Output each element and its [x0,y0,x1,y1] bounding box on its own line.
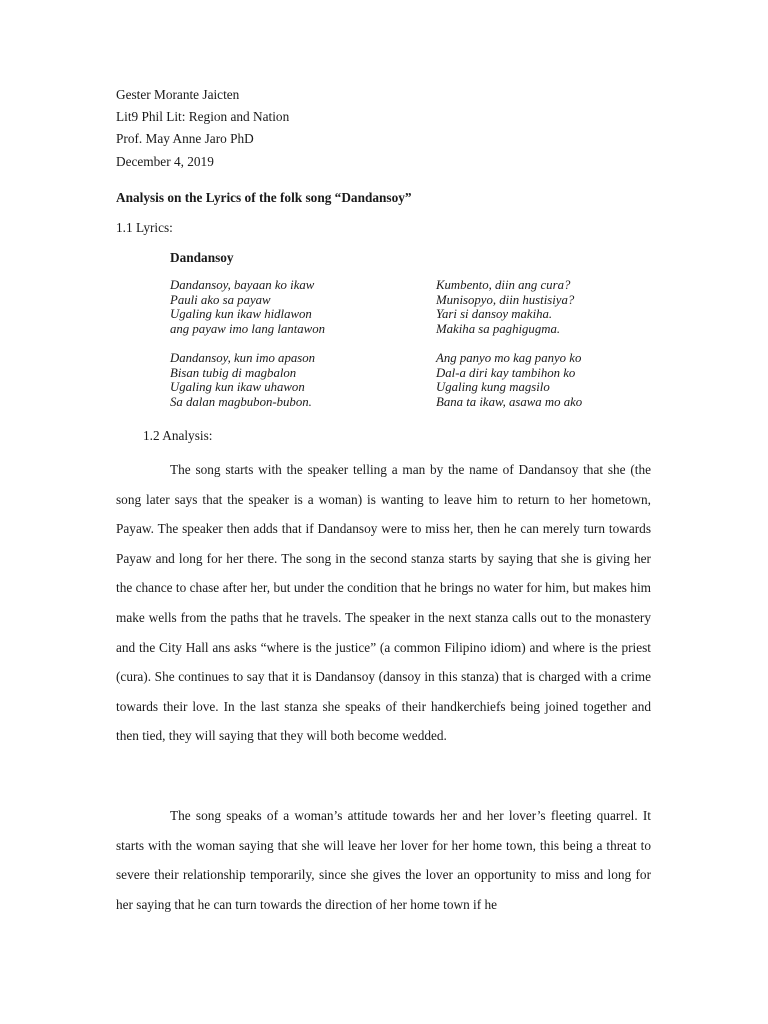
lyric-line: Ugaling kun ikaw hidlawon [170,307,312,322]
stanza-4 [436,351,686,409]
lyric-line: Dandansoy, bayaan ko ikaw [170,278,315,292]
analysis-section-label: 1.2 Analysis: [143,428,213,443]
document-title: Analysis on the Lyrics of the folk song “Dandansoy” [116,190,412,205]
lyric-line: Dandansoy, kun imo apason [170,351,316,365]
lyric-line: Bisan tubig di magbalon [170,365,297,380]
lyric-line: Ugaling kun ikaw uhawon [170,380,305,395]
lyric-line: Pauli ako sa payaw [170,292,271,307]
lyric-line: Bana ta ikaw, asawa mo ako [436,394,583,409]
lyric-line: Dal-a diri kay tambihon ko [436,365,576,380]
song-title: Dandansoy [170,250,234,265]
document-date: December 4, 2019 [116,154,214,169]
course-name: Lit9 Phil Lit: Region and Nation [116,109,290,124]
lyric-line: Yari si dansoy makiha. [436,307,553,322]
lyric-line: Kumbento, diin ang cura? [436,278,571,292]
lyric-line: Munisopyo, diin hustisiya? [436,292,575,307]
analysis-paragraph-2: The song speaks of a woman’s attitude towards her and her lover’s fleeting quarrel. It starts with the woman saying that she will leave her lover for her home town, this being a threat to severe their relationship temporarily, since she gives the lover an opportunity to miss and long for her saying that he can turn towards the direction of her home town if he [116,808,651,912]
lyric-line: Sa dalan magbubon-bubon. [170,394,312,409]
stanza-3 [170,351,420,409]
lyric-line: Ang panyo mo kag panyo ko [436,351,582,365]
professor-name: Prof. May Anne Jaro PhD [116,131,254,146]
lyric-line: Ugaling kung magsilo [436,380,550,395]
stanza-1 [170,278,420,336]
lyric-line: Makiha sa paghigugma. [436,321,561,336]
author-name: Gester Morante Jaicten [116,87,240,102]
lyric-line: ang payaw imo lang lantawon [170,321,325,336]
lyrics-section-label: 1.1 Lyrics: [116,220,173,235]
stanza-2 [436,278,686,336]
analysis-paragraph-1: The song starts with the speaker telling a man by the name of Dandansoy that she (the song later says that the speaker is a woman) is wanting to leave him to return to her hometown, Payaw. The speaker then adds that if Dandansoy were to miss her, then he can merely turn towards Payaw and long for her there. The song in the second stanza starts by saying that she is giving her the chance to chase after her, but under the condition that he brings no water for him, but makes him make wells from the paths that he travels. The speaker in the next stanza calls out to the monastery and the City Hall ans asks “where is the justice” (a common Filipino idiom) and where is the priest (cura). She continues to say that it is Dandansoy (dansoy in this stanza) that is charged with a crime towards their love. In the last stanza she speaks of their handkerchiefs being joined together and then tied, they will saying that they will both become wedded. [116,462,651,744]
